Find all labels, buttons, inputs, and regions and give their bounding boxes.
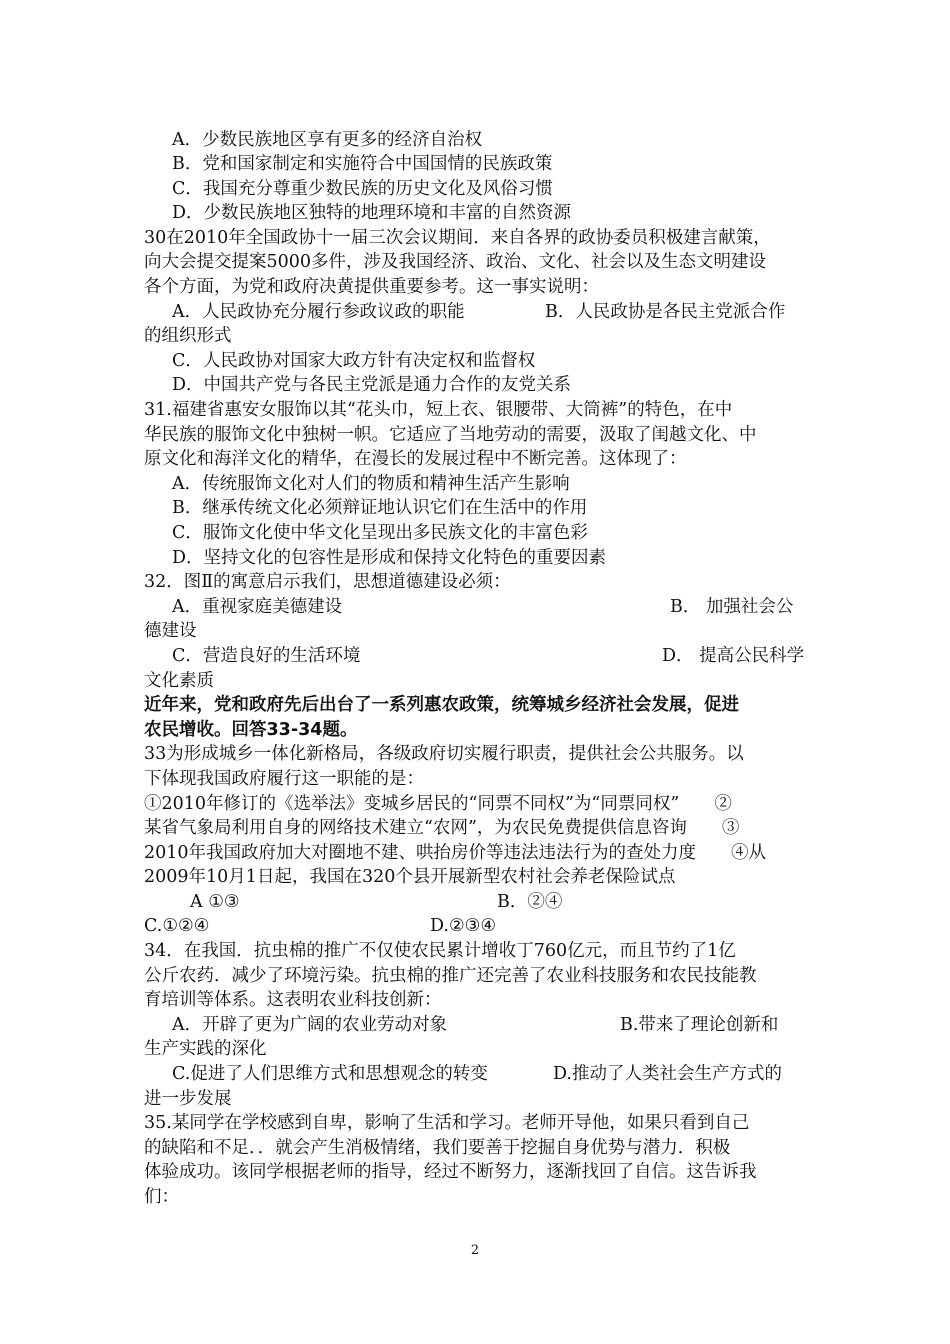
q32-option-b-cont: 德建设 [144,621,197,641]
q31-stem-line: 华民族的服饰文化中独树一帜。它适应了当地劳动的需要，汲取了闺越文化、中 [144,425,757,445]
q34-option-a: A．开辟了更为广阔的农业劳动对象 [172,1015,448,1035]
q33-statement-line: 2009年10月1日起，我国在320个县开展新型农村社会养老保险试点 [144,867,676,887]
q35-stem-line: 体验成功。该同学根据老师的指导，经过不断努力，逐渐找回了自信。这告诉我 [144,1162,757,1182]
q34-option-d: D.推动了人类社会生产方式的 [553,1064,782,1084]
q31-option-a: A．传统服饰文化对人们的物质和精神生活产生影响 [172,474,570,494]
section-intro: 农民增收。回答33-34题。 [144,720,358,740]
q33-stem-line: 下体现我国政府履行这一职能的是： [144,769,424,789]
q32-option-d: D． 提高公民科学 [662,646,805,666]
q35-stem-line: 35.某同学在学校感到自卑，影响了生活和学习。老师开导他，如果只看到自己 [144,1113,750,1133]
q30-option-a: A．人民政协充分履行参政议政的职能 [172,302,465,322]
q30-stem-line: 向大会提交提案5000多件，涉及我国经济、政治、文化、社会以及生态文明建设 [144,252,767,272]
q31-option-b: B．继承传统文化必须辩证地认识它们在生活中的作用 [172,498,588,518]
q34-option-d-cont: 进一步发展 [144,1089,232,1109]
q31-option-d: D．坚持文化的包容性是形成和保持文化特色的重要因素 [172,548,607,568]
q33-option-b: B．②④ [497,892,563,912]
q35-stem-line: 的缺陷和不足．．就会产生消极情绪，我们要善于挖掘自身优势与潜力．积极 [144,1138,731,1158]
q29-option-c: C．我国充分尊重少数民族的历史文化及风俗习惯 [172,179,553,199]
q33-statement-line: ①2010年修订的《选举法》变城乡居民的“同票不同权”为“同票同权” ② [144,794,732,814]
q33-option-c: C.①②④ [144,916,210,936]
q31-stem-line: 原文化和海洋文化的精华，在漫长的发展过程中不断完善。这体现了： [144,449,687,469]
q34-stem-line: 公斤农药．减少了环境污染。抗虫棉的推广还完善了农业科技服务和农民技能教 [144,966,757,986]
q31-option-c: C．服饰文化使中华文化呈现出多民族文化的丰富色彩 [172,523,588,543]
q34-option-b: B.带来了理论创新和 [620,1015,779,1035]
page-number: 2 [470,1243,480,1258]
q29-option-a: A．少数民族地区享有更多的经济自治权 [172,130,483,150]
q33-option-d: D.②③④ [430,916,497,936]
q29-option-b: B．党和国家制定和实施符合中国国情的民族政策 [172,154,553,174]
q34-option-c: C.促进了人们思维方式和思想观念的转变 [172,1064,488,1084]
q33-stem-line: 33为形成城乡一体化新格局，各级政府切实履行职责，提供社会公共服务。以 [144,744,744,764]
q32-stem: 32．图Ⅱ的寓意启示我们，思想道德建设必须： [144,572,511,592]
q33-statement-line: 2010年我国政府加大对圈地不建、哄抬房价等违法违法行为的查处力度 ④从 [144,843,767,863]
q30-stem-line: 各个方面，为党和政府决黄提供重要参考。这一事实说明： [144,277,599,297]
q30-option-d: D．中国共产党与各民主党派是通力合作的友党关系 [172,375,572,395]
q29-option-d: D．少数民族地区独特的地理环境和丰富的自然资源 [172,203,572,223]
q30-option-c: C．人民政协对国家大政方针有决定权和监督权 [172,351,536,371]
q34-stem-line: 34．在我国．抗虫棉的推广不仅使农民累计增收丁760亿元，而且节约了1亿 [144,941,736,961]
q35-stem-line: 们： [144,1187,179,1207]
q32-option-d-cont: 文化素质 [144,671,214,691]
section-intro: 近年来，党和政府先后出台了一系列惠农政策，统筹城乡经济社会发展，促进 [144,695,739,715]
q32-option-c: C．营造良好的生活环境 [172,646,361,666]
q33-option-a: A ①③ [190,892,240,912]
q33-statement-line: 某省气象局利用自身的网络技术建立“农网”，为农民免费提供信息咨询 ③ [144,818,740,838]
q34-option-b-cont: 生产实践的深化 [144,1039,267,1059]
q30-option-b-cont: 的组织形式 [144,326,232,346]
q34-stem-line: 育培训等体系。这表明农业科技创新： [144,990,442,1010]
q31-stem-line: 31.福建省惠安女服饰以其“花头巾，短上衣、银腰带、大筒裤”的特色，在中 [144,400,733,420]
q32-option-a: A．重视家庭美德建设 [172,597,343,617]
q32-option-b: B． 加强社会公 [670,597,794,617]
q30-option-b: B．人民政协是各民主党派合作 [545,302,786,322]
q30-stem-line: 30在2010年全国政协十一届三次会议期间．来自各界的政协委员积极建言献策， [144,228,771,248]
